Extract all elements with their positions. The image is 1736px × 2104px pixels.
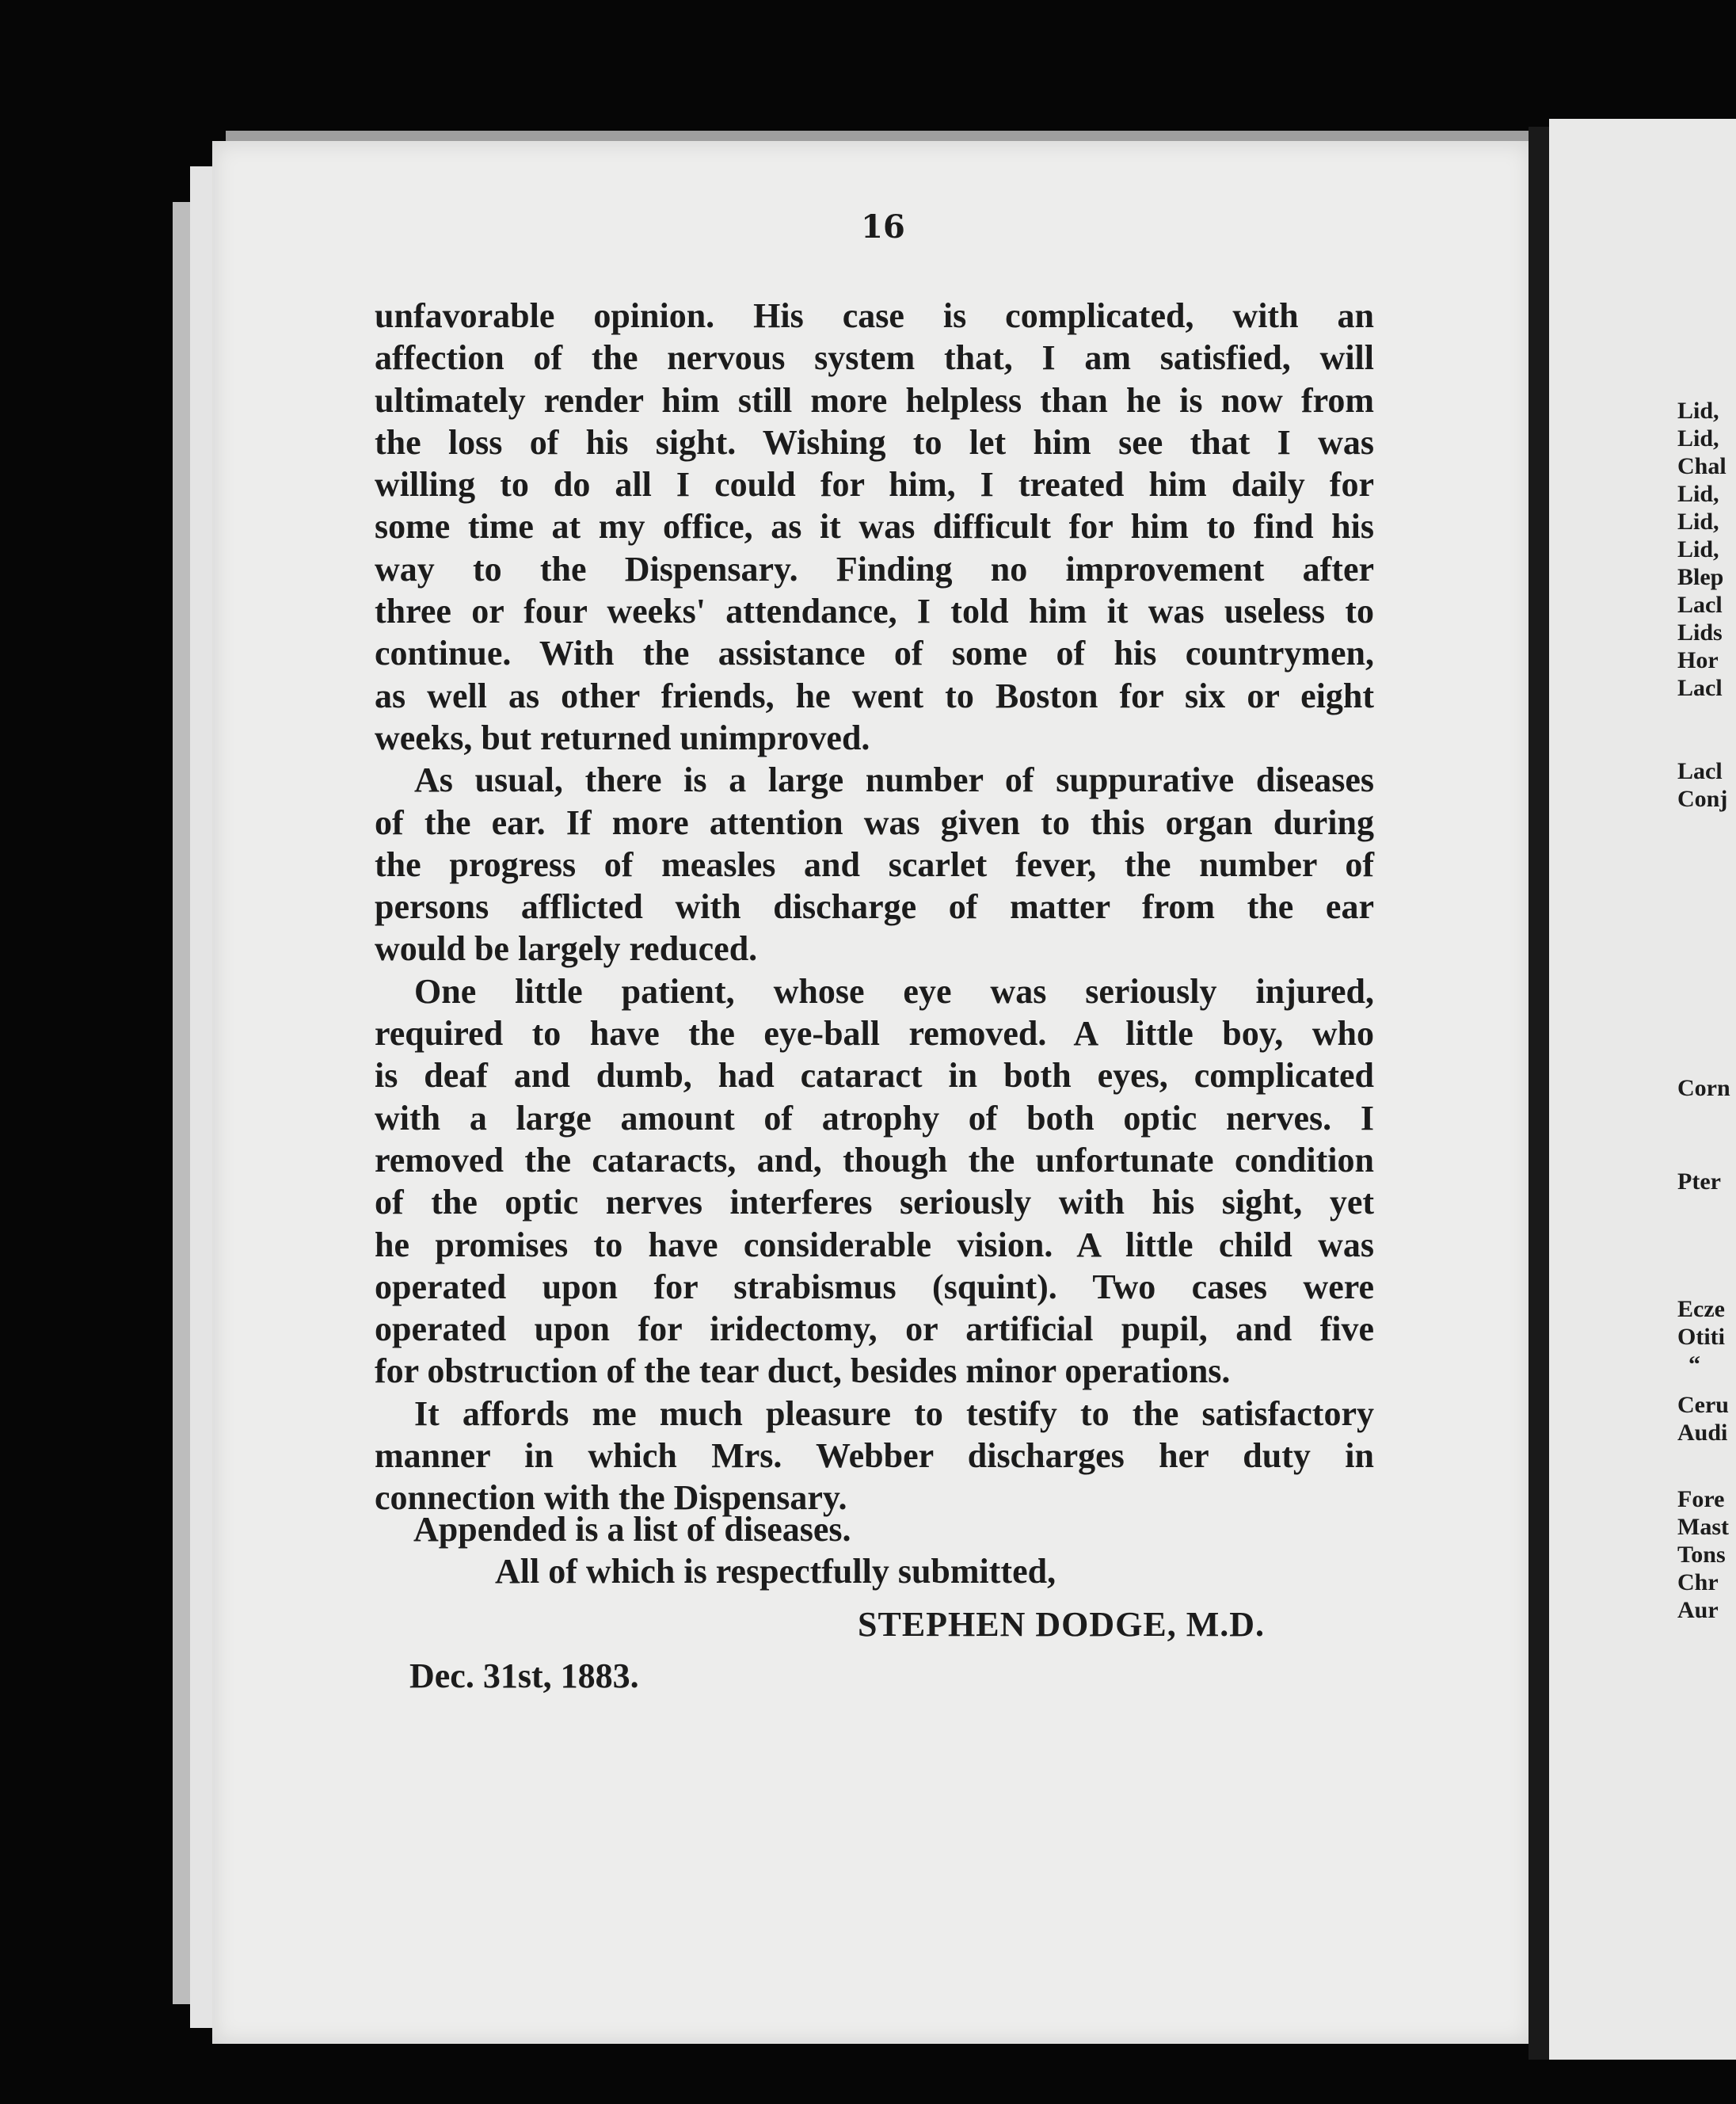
appended-note: Appended is a list of diseases. xyxy=(413,1510,851,1549)
text-line: three or four weeks' attendance, I told him it was useless to xyxy=(375,592,1374,631)
report-date: Dec. 31st, 1883. xyxy=(409,1656,639,1695)
list-item: Corn xyxy=(1677,1075,1730,1101)
list-item: Chr xyxy=(1677,1569,1719,1595)
text-line: he promises to have considerable vision. A little child was xyxy=(375,1225,1374,1264)
list-item: Aur xyxy=(1677,1597,1719,1623)
text-line: removed the cataracts, and, though the unfortunate condition xyxy=(375,1140,1374,1180)
closing-line: All of which is respectfully submitted, xyxy=(495,1552,1056,1591)
text-line: As usual, there is a large number of suppurative diseases xyxy=(414,760,1374,800)
list-item: Fore xyxy=(1677,1486,1725,1512)
paragraph xyxy=(375,295,1374,759)
text-line: connection with the Dispensary. xyxy=(375,1478,847,1518)
text-line: would be largely reduced. xyxy=(375,929,758,969)
text-line: One little patient, whose eye was seriously injured, xyxy=(414,971,1374,1011)
book-gutter xyxy=(1529,127,1549,2060)
page-stack-edge xyxy=(173,202,190,2004)
text-line: the loss of his sight. Wishing to let him see that I was xyxy=(375,422,1374,462)
list-item: Blep xyxy=(1677,564,1724,590)
text-line: ultimately render him still more helpless than he is now from xyxy=(375,380,1374,420)
list-item: Lid, xyxy=(1677,509,1719,535)
list-item: Lid, xyxy=(1677,398,1719,424)
text-line: operated upon for iridectomy, or artificial pupil, and five xyxy=(375,1309,1374,1349)
text-line: It affords me much pleasure to testify to the satisfactory xyxy=(414,1393,1374,1433)
page-number: 16 xyxy=(861,208,905,246)
list-item: Lid, xyxy=(1677,536,1719,562)
paragraph xyxy=(375,759,1374,970)
text-line: of the optic nerves interferes seriously with his sight, yet xyxy=(375,1183,1374,1222)
list-item: Otiti xyxy=(1677,1324,1725,1350)
list-item: Lacl xyxy=(1677,592,1723,618)
list-item: Audi xyxy=(1677,1420,1728,1446)
text-line: with a large amount of atrophy of both optic nerves. I xyxy=(375,1098,1374,1138)
list-item: “ xyxy=(1688,1351,1700,1378)
list-item: Hor xyxy=(1677,647,1719,673)
text-line: as well as other friends, he went to Boston for six or eight xyxy=(375,676,1374,715)
page-stack-edge xyxy=(190,166,214,2028)
text-line: is deaf and dumb, had cataract in both eyes, complicated xyxy=(375,1056,1374,1096)
list-item: Lid, xyxy=(1677,481,1719,507)
text-line: weeks, but returned unimproved. xyxy=(375,718,870,757)
list-item: Ecze xyxy=(1677,1296,1725,1322)
list-item: Ceru xyxy=(1677,1392,1729,1418)
text-line: persons afflicted with discharge of matter from the ear xyxy=(375,887,1374,927)
text-line: unfavorable opinion. His case is complicated, with an xyxy=(375,296,1374,335)
list-item: Conj xyxy=(1677,786,1728,812)
text-line: affection of the nervous system that, I am satisfied, will xyxy=(375,338,1374,378)
text-line: required to have the eye-ball removed. A little boy, who xyxy=(375,1014,1374,1054)
text-line: way to the Dispensary. Finding no improvement after xyxy=(375,549,1374,589)
list-item: Mast xyxy=(1677,1514,1729,1540)
list-item: Tons xyxy=(1677,1542,1726,1568)
signature: STEPHEN DODGE, M.D. xyxy=(858,1605,1266,1644)
text-line: continue. With the assistance of some of his countrymen, xyxy=(375,634,1374,673)
body-text xyxy=(375,295,1374,1519)
text-line: willing to do all I could for him, I treated him daily for xyxy=(375,465,1374,505)
text-line: of the ear. If more attention was given to this organ during xyxy=(375,802,1374,842)
list-item: Pter xyxy=(1677,1168,1721,1195)
text-line: manner in which Mrs. Webber discharges her duty in xyxy=(375,1436,1374,1476)
list-item: Lids xyxy=(1677,619,1723,646)
paragraph xyxy=(375,1393,1374,1519)
paragraph xyxy=(375,970,1374,1393)
list-item: Lacl xyxy=(1677,758,1723,784)
text-line: some time at my office, as it was difficult for him to find his xyxy=(375,507,1374,547)
list-item: Chal xyxy=(1677,453,1726,479)
text-line: operated upon for strabismus (squint). Two cases were xyxy=(375,1267,1374,1306)
text-line: the progress of measles and scarlet fever, the number of xyxy=(375,844,1374,884)
list-item: Lid, xyxy=(1677,425,1719,452)
list-item: Lacl xyxy=(1677,675,1723,701)
text-line: for obstruction of the tear duct, besides minor operations. xyxy=(375,1351,1231,1391)
